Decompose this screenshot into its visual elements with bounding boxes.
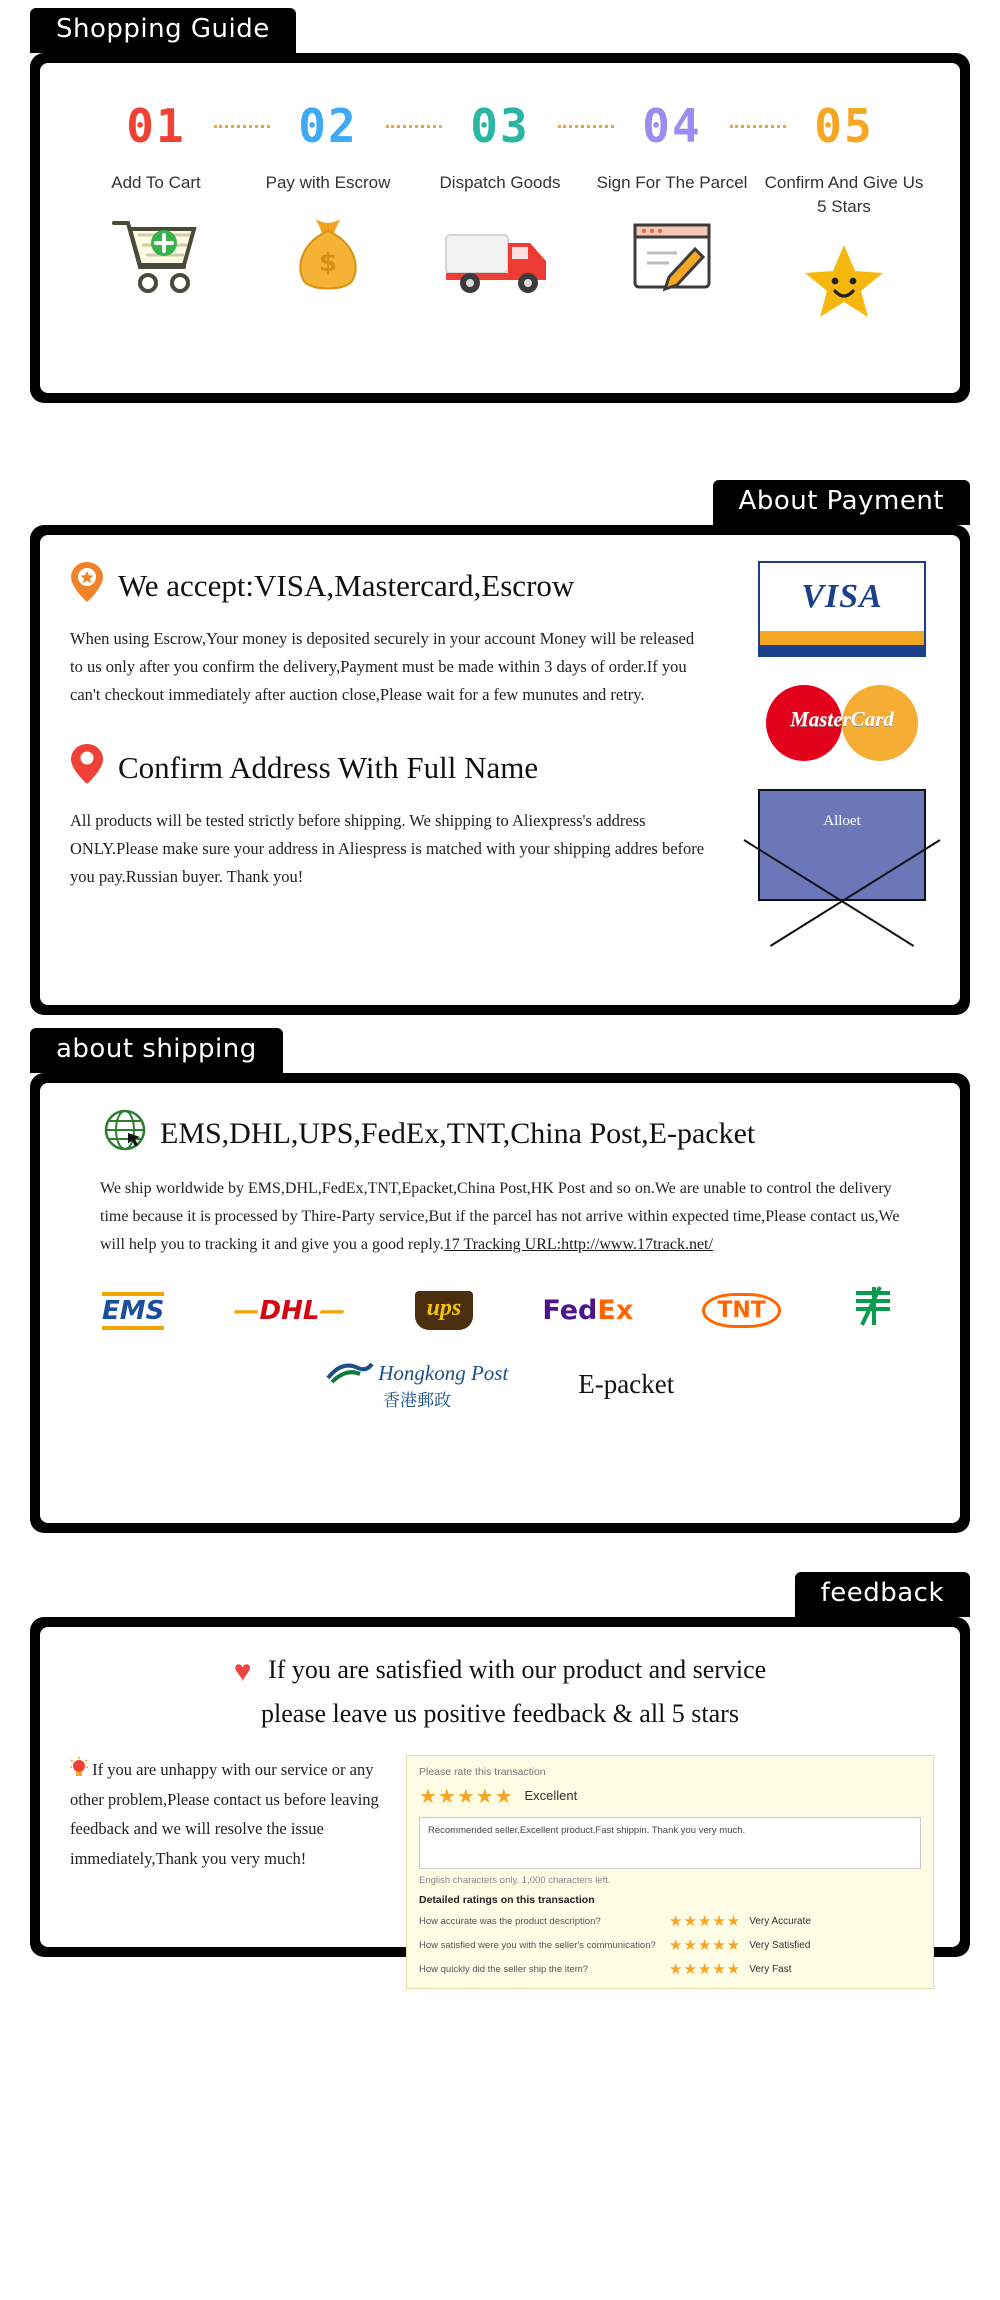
about-payment-tab: About Payment xyxy=(713,480,970,525)
detailed-rating-value: Very Fast xyxy=(749,1963,792,1975)
lightbulb-icon xyxy=(70,1760,92,1779)
step-item xyxy=(242,99,414,321)
rating-comment-textarea[interactable]: Recommended seller.Excellent product.Fast shippin. Thank you very much. xyxy=(419,1817,921,1869)
hongkong-post-en: Hongkong Post xyxy=(378,1361,509,1385)
carrier-logos-row-2 xyxy=(80,1358,920,1411)
shopping-guide-tab: Shopping Guide xyxy=(30,8,296,53)
fedex-logo: FedEx xyxy=(542,1295,634,1326)
about-shipping-panel xyxy=(30,1073,970,1533)
payment-heading-2: Confirm Address With Full Name xyxy=(118,750,539,786)
shopping-guide-panel xyxy=(30,53,970,403)
china-post-logo xyxy=(850,1285,898,1336)
detailed-rating-row xyxy=(419,1936,921,1954)
detailed-rating-stars[interactable]: ★★★★★ xyxy=(669,1961,742,1978)
carrier-logos-row-1 xyxy=(80,1285,920,1336)
ems-label: EMS xyxy=(102,1295,165,1326)
money-bag-icon xyxy=(242,207,414,297)
star-pin-icon xyxy=(70,561,104,611)
hongkong-post-cn: 香港郵政 xyxy=(383,1391,452,1410)
globe-shipping-icon xyxy=(104,1109,146,1159)
step-number: 05 xyxy=(814,99,874,153)
sign-document-icon xyxy=(586,207,758,297)
mastercard-logo xyxy=(758,673,926,773)
payment-heading-1: We accept:VISA,Mastercard,Escrow xyxy=(118,568,575,603)
detailed-rating-value: Very Accurate xyxy=(749,1915,811,1927)
shopping-cart-icon xyxy=(70,207,242,297)
svg-text:$: $ xyxy=(318,247,338,278)
tracking-url-link[interactable]: 17 Tracking URL:http://www.17track.net/ xyxy=(443,1236,713,1253)
detailed-ratings-title: Detailed ratings on this transaction xyxy=(419,1894,595,1906)
detailed-rating-question: How satisfied were you with the seller's communication? xyxy=(419,1939,656,1951)
detailed-rating-question: How accurate was the product description? xyxy=(419,1915,601,1927)
step-label: Pay with Escrow xyxy=(265,173,391,192)
payment-body-2: All products will be tested strictly before shipping. We shipping to Aliexpress's address ONLY.Please make sure your address in Aliespress is matched with your shipping addres before you pay.Russian buyer. Thank you! xyxy=(70,811,705,887)
feedback-left-text-block xyxy=(66,1755,386,1989)
shipping-heading-row xyxy=(80,1109,920,1159)
envelope-brand-label: Alloet xyxy=(823,813,861,829)
delivery-truck-icon xyxy=(414,207,586,297)
feedback-columns xyxy=(66,1755,934,1989)
about-payment-panel xyxy=(30,525,970,1015)
rating-widget-screenshot xyxy=(386,1755,934,1989)
feedback-heading-line2: please leave us positive feedback & all 5 stars xyxy=(261,1699,739,1728)
ems-logo xyxy=(102,1292,164,1330)
step-item xyxy=(758,99,930,321)
about-shipping-tab: about shipping xyxy=(30,1028,283,1073)
detailed-rating-row xyxy=(419,1960,921,1978)
mastercard-label: MasterCard xyxy=(790,707,894,731)
heart-icon: ♥ xyxy=(233,1655,252,1688)
step-item xyxy=(586,99,758,321)
feedback-left-text: If you are unhappy with our service or any other problem,Please contact us before leaving feedback and we will resolve the issue immediately,Thank you very much! xyxy=(70,1760,379,1869)
epacket-logo: E-packet xyxy=(578,1369,675,1399)
feedback-heading-line1: If you are satisfied with our product and service xyxy=(268,1655,767,1684)
step-label: Add To Cart xyxy=(111,173,201,192)
step-number: 02 xyxy=(298,99,358,153)
detailed-rating-row xyxy=(419,1912,921,1930)
hongkong-post-logo xyxy=(326,1358,509,1411)
shopping-guide-section xyxy=(30,8,970,403)
visa-label: VISA xyxy=(801,578,883,615)
shipping-body xyxy=(80,1175,920,1259)
feedback-tab: feedback xyxy=(795,1572,970,1617)
dhl-label: DHL xyxy=(259,1295,320,1326)
step-label: Sign For The Parcel xyxy=(596,173,748,192)
step-number: 04 xyxy=(642,99,702,153)
detailed-rating-stars[interactable]: ★★★★★ xyxy=(669,1937,742,1954)
steps-list xyxy=(40,63,960,321)
feedback-heading xyxy=(66,1649,934,1733)
detailed-rating-stars[interactable]: ★★★★★ xyxy=(669,1913,742,1930)
rating-prompt: Please rate this transaction xyxy=(419,1766,546,1778)
step-label: Confirm And Give Us 5 Stars xyxy=(764,173,924,216)
about-payment-section xyxy=(30,480,970,1015)
rating-box xyxy=(406,1755,934,1989)
detailed-rating-question: How quickly did the seller ship the item? xyxy=(419,1963,588,1975)
step-number: 03 xyxy=(470,99,530,153)
shipping-heading: EMS,DHL,UPS,FedEx,TNT,China Post,E-packet xyxy=(160,1117,756,1150)
tnt-logo: TNT xyxy=(702,1293,780,1328)
ups-logo: ups xyxy=(415,1291,474,1330)
rating-char-note: English characters only. 1,000 characters left. xyxy=(419,1875,611,1886)
smiling-star-icon xyxy=(758,231,930,321)
step-item xyxy=(414,99,586,321)
detailed-rating-value: Very Satisfied xyxy=(749,1939,811,1951)
step-number: 01 xyxy=(126,99,186,153)
step-item xyxy=(70,99,242,321)
step-label: Dispatch Goods xyxy=(439,173,561,192)
about-shipping-section xyxy=(30,1028,970,1533)
shipping-body-text: We ship worldwide by EMS,DHL,FedEx,TNT,Epacket,China Post,HK Post and so on.We are unable to control the delivery time because it is processed by Thire-Party service,But if the parcel has not arrive within expected time,Please contact us,We will help you to tracking it and give you a good reply. xyxy=(100,1180,900,1253)
rating-stars-row xyxy=(419,1784,921,1809)
rating-word: Excellent xyxy=(524,1788,578,1803)
location-pin-icon xyxy=(70,743,104,793)
envelope-icon xyxy=(758,789,926,901)
accepted-cards-column xyxy=(752,561,932,901)
feedback-panel xyxy=(30,1617,970,1978)
payment-body-1: When using Escrow,Your money is deposited securely in your account Money will be released to us only after you confirm the delivery,Payment must be made within 3 days of order.If you can't checkout immediately after auction close,Please wait for a few munutes and retry. xyxy=(70,629,695,705)
rating-stars[interactable]: ★★★★★ xyxy=(419,1786,514,1808)
dhl-logo: —DHL— xyxy=(233,1295,346,1326)
feedback-section xyxy=(30,1572,970,1978)
visa-logo xyxy=(758,561,926,657)
